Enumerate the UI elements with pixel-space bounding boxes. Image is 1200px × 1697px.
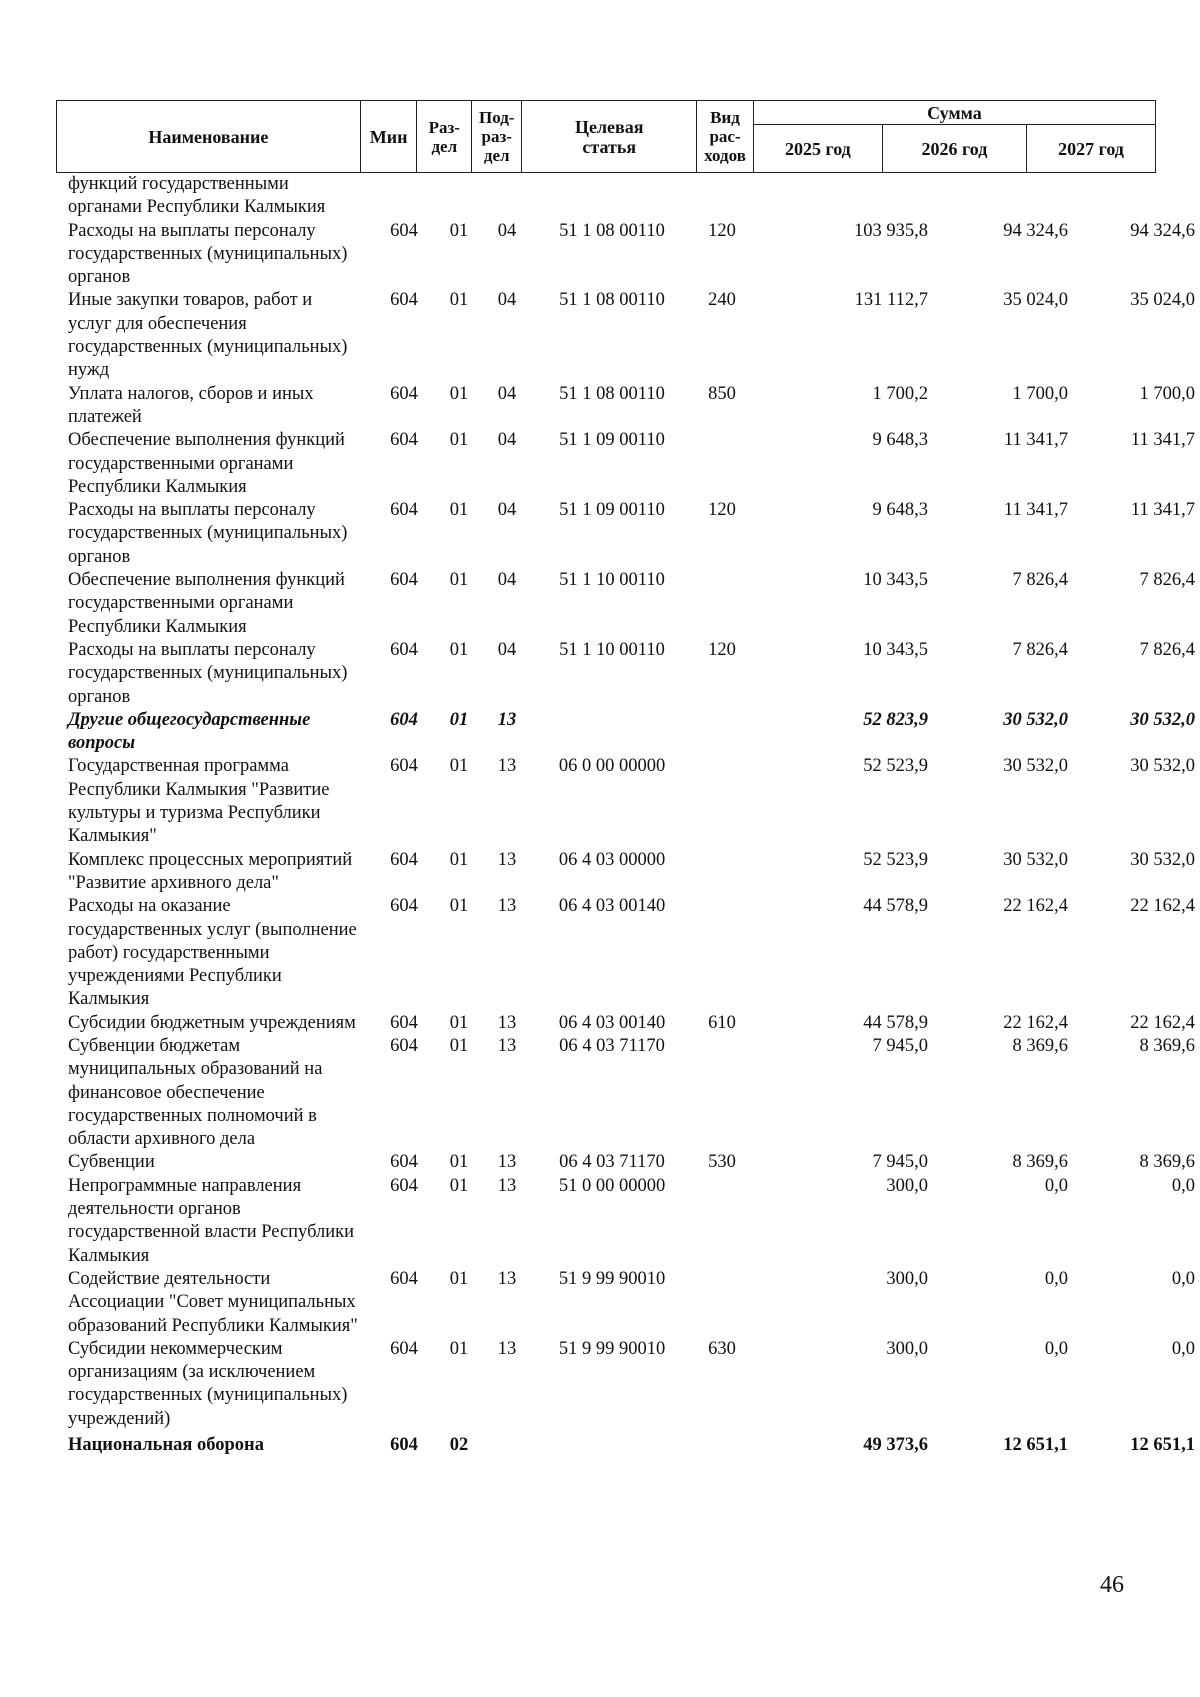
header-2027: 2027 год	[1027, 125, 1156, 173]
row-vid: 120	[708, 639, 736, 660]
row-cel: 51 1 09 00110	[559, 430, 665, 451]
row-vid: 120	[708, 500, 736, 521]
row-y3: 22 162,4	[1130, 1012, 1195, 1033]
row-cel: 51 9 99 90010	[558, 1338, 666, 1359]
row-y3: 0,0	[1171, 1268, 1195, 1289]
row-y2: 1 700,0	[1012, 383, 1068, 404]
row-y2: 30 532,0	[1003, 849, 1068, 870]
row-razd: 01	[449, 383, 469, 404]
row-prazd: 04	[497, 290, 517, 311]
row-prazd: 13	[497, 1035, 517, 1056]
row-y2: 7 826,4	[1012, 570, 1068, 591]
row-name: Расходы на оказание государственных услуг (выполнение работ) государственными учреждениями Республики Калмыкия	[68, 896, 357, 1010]
row-name: Иные закупки товаров, работ и услуг для обеспечения государственных (муниципальных) нужд	[68, 290, 348, 381]
row-y3: 8 369,6	[1139, 1152, 1195, 1173]
row-min: 604	[390, 1035, 418, 1056]
row-name: Содействие деятельности Ассоциации "Совет муниципальных образований Республики Калмыкия"	[68, 1268, 358, 1336]
row-vid: 120	[708, 220, 736, 241]
row-min: 604	[390, 756, 418, 777]
row-name: Комплекс процессных мероприятий "Развитие архивного дела"	[68, 849, 353, 893]
row-y2: 94 324,6	[1003, 220, 1068, 241]
table-row	[56, 895, 1195, 1011]
header-vid-rashodov: Вид рас- ходов	[697, 101, 754, 173]
row-prazd: 04	[497, 500, 517, 521]
row-y1: 44 578,9	[863, 896, 928, 917]
header-celevaya-statya: Целевая статья	[522, 101, 697, 173]
header-podrazdel: Под- раз- дел	[472, 101, 522, 173]
row-min: 604	[390, 896, 418, 917]
table-row	[56, 1012, 1195, 1035]
row-name: Субвенции	[68, 1152, 155, 1173]
row-min: 604	[390, 290, 418, 311]
table-row	[56, 569, 1195, 639]
row-y1: 300,0	[886, 1175, 928, 1196]
row-y1: 103 935,8	[854, 220, 928, 241]
row-cel: 51 1 08 00110	[559, 220, 665, 241]
row-min: 604	[390, 1012, 418, 1033]
header-summa: Сумма	[753, 101, 1155, 125]
row-prazd: 13	[497, 849, 517, 870]
row-prazd: 04	[497, 639, 517, 660]
row-name: Другие общегосударственные вопросы	[68, 709, 311, 754]
row-y2: 11 341,7	[1003, 500, 1068, 521]
row-name: Национальная оборона	[68, 1435, 264, 1456]
header-2025: 2025 год	[753, 125, 882, 173]
row-cel: 51 1 10 00110	[559, 570, 665, 591]
table-row	[56, 709, 1195, 756]
row-cel: 51 1 08 00110	[559, 383, 665, 404]
row-min: 604	[390, 1338, 418, 1359]
row-y3: 30 532,0	[1130, 849, 1195, 870]
row-razd: 01	[449, 430, 469, 451]
row-prazd: 13	[497, 896, 517, 917]
row-y2: 11 341,7	[1003, 430, 1068, 451]
row-y2: 8 369,6	[1012, 1035, 1068, 1056]
row-cel: 06 4 03 00140	[558, 1012, 666, 1033]
table-row	[56, 220, 1195, 290]
row-razd: 01	[449, 500, 469, 521]
row-vid: 240	[708, 290, 736, 311]
row-y3: 12 651,1	[1130, 1435, 1195, 1456]
row-prazd: 13	[497, 756, 517, 777]
row-y3: 0,0	[1171, 1338, 1195, 1359]
row-y1: 52 823,9	[863, 709, 928, 730]
row-prazd: 13	[497, 1152, 517, 1173]
row-min: 604	[390, 383, 418, 404]
row-min: 604	[390, 849, 418, 870]
row-y2: 8 369,6	[1012, 1152, 1068, 1173]
row-cel: 06 4 03 71170	[559, 1035, 665, 1056]
row-prazd: 13	[497, 1268, 517, 1289]
row-y3: 35 024,0	[1130, 290, 1195, 311]
table-body	[56, 173, 1195, 1457]
row-y1: 10 343,5	[863, 639, 928, 660]
row-min: 604	[390, 500, 418, 521]
row-name: Непрограммные направления деятельности органов государственной власти Республики Калмыкия	[68, 1175, 355, 1266]
row-name: Расходы на выплаты персоналу государственных (муниципальных) органов	[68, 220, 348, 288]
row-y1: 52 523,9	[863, 756, 928, 777]
row-cel: 51 9 99 90010	[558, 1268, 666, 1289]
table-row	[56, 1151, 1195, 1174]
row-y3: 30 532,0	[1130, 756, 1195, 777]
row-y1: 10 343,5	[863, 570, 928, 591]
row-cel: 06 4 03 00000	[558, 849, 666, 870]
row-prazd: 13	[497, 1338, 517, 1359]
row-cel: 51 1 09 00110	[559, 500, 665, 521]
row-cel: 06 4 03 71170	[559, 1152, 665, 1173]
row-y1: 7 945,0	[872, 1152, 928, 1173]
row-razd: 01	[449, 570, 469, 591]
row-vid: 610	[708, 1012, 736, 1033]
row-y1: 9 648,3	[872, 430, 928, 451]
table-row	[56, 289, 1195, 382]
row-min: 604	[390, 709, 418, 730]
row-min: 604	[390, 1268, 418, 1289]
row-y2: 0,0	[1044, 1175, 1068, 1196]
row-cel: 51 1 10 00110	[559, 639, 665, 660]
table-row	[56, 383, 1195, 430]
table-row	[56, 1175, 1195, 1268]
row-y1: 7 945,0	[872, 1035, 928, 1056]
row-y1: 1 700,2	[872, 383, 928, 404]
row-cel: 06 0 00 00000	[558, 756, 666, 777]
row-razd: 01	[449, 639, 469, 660]
row-name: Субвенции бюджетам муниципальных образований на финансовое обеспечение государственных полномочий в области архивного дела	[68, 1035, 323, 1150]
row-y1: 52 523,9	[863, 849, 928, 870]
row-y3: 8 369,6	[1139, 1035, 1195, 1056]
row-y2: 30 532,0	[1003, 756, 1068, 777]
row-prazd: 13	[497, 1175, 517, 1196]
row-y2: 0,0	[1044, 1268, 1068, 1289]
table-row	[56, 1035, 1195, 1151]
row-name: Обеспечение выполнения функций государственными органами Республики Калмыкия	[68, 570, 345, 637]
row-vid: 530	[708, 1152, 736, 1173]
table-row	[56, 173, 1156, 220]
table-row	[56, 639, 1195, 709]
row-min: 604	[390, 570, 418, 591]
row-y3: 1 700,0	[1139, 383, 1195, 404]
row-razd: 01	[449, 220, 469, 241]
table-row	[56, 1268, 1195, 1338]
row-y3: 11 341,7	[1130, 430, 1195, 451]
row-name: Субсидии некоммерческим организациям (за исключением государственных (муниципальных) учреждений)	[68, 1338, 348, 1429]
header-min: Мин	[360, 101, 417, 173]
row-y3: 0,0	[1171, 1175, 1195, 1196]
row-y3: 11 341,7	[1130, 500, 1195, 521]
row-prazd: 13	[497, 1012, 517, 1033]
row-y3: 7 826,4	[1139, 570, 1195, 591]
row-y1: 9 648,3	[872, 500, 928, 521]
row-razd: 01	[449, 1152, 469, 1173]
row-name: Расходы на выплаты персоналу государственных (муниципальных) органов	[68, 500, 348, 567]
header-razdel: Раз- дел	[417, 101, 472, 173]
row-razd: 01	[449, 1175, 469, 1196]
row-vid: 850	[708, 383, 736, 404]
row-vid: 630	[708, 1338, 736, 1359]
table-row	[56, 755, 1195, 848]
row-name: Субсидии бюджетным учреждениям	[68, 1012, 356, 1033]
row-y1: 49 373,6	[863, 1435, 928, 1456]
row-y2: 30 532,0	[1003, 709, 1068, 730]
row-razd: 01	[449, 1035, 469, 1056]
row-min: 604	[390, 430, 418, 451]
row-name: Расходы на выплаты персоналу государственных (муниципальных) органов	[68, 639, 348, 707]
row-prazd: 13	[497, 709, 517, 730]
row-y3: 22 162,4	[1130, 896, 1195, 917]
row-prazd: 04	[497, 383, 517, 404]
row-min: 604	[390, 1435, 418, 1456]
row-razd: 01	[449, 1268, 469, 1289]
row-razd: 01	[449, 1012, 469, 1033]
row-y2: 12 651,1	[1003, 1435, 1068, 1456]
row-prazd: 04	[497, 220, 517, 241]
row-cel: 06 4 03 00140	[558, 896, 666, 917]
table-row	[56, 499, 1195, 569]
header-name: Наименование	[57, 101, 361, 173]
row-y1: 131 112,7	[854, 290, 928, 311]
table-row	[56, 849, 1195, 896]
row-prazd: 04	[497, 570, 517, 591]
row-razd: 01	[449, 756, 469, 777]
row-y2: 7 826,4	[1012, 639, 1068, 660]
row-razd: 01	[449, 709, 469, 730]
row-name: Обеспечение выполнения функций государственными органами Республики Калмыкия	[68, 430, 345, 497]
row-name: функций государственными органами Республики Калмыкия	[68, 174, 326, 218]
row-y1: 44 578,9	[863, 1012, 928, 1033]
row-razd: 01	[449, 896, 469, 917]
row-razd: 01	[449, 849, 469, 870]
row-name: Уплата налогов, сборов и иных платежей	[68, 383, 314, 427]
row-y2: 22 162,4	[1003, 1012, 1068, 1033]
row-razd: 02	[449, 1435, 469, 1456]
row-y3: 30 532,0	[1130, 709, 1195, 730]
row-min: 604	[390, 1175, 418, 1196]
row-y3: 7 826,4	[1139, 639, 1195, 660]
row-y2: 0,0	[1044, 1338, 1068, 1359]
table-row	[56, 1338, 1195, 1431]
row-min: 604	[390, 1152, 418, 1173]
table-row	[56, 1434, 1195, 1457]
table-row	[56, 429, 1195, 499]
row-y1: 300,0	[886, 1268, 928, 1289]
row-name: Государственная программа Республики Калмыкия "Развитие культуры и туризма Республики Калмыкия"	[68, 756, 330, 847]
row-min: 604	[390, 220, 418, 241]
row-razd: 01	[449, 1338, 469, 1359]
table-header	[56, 100, 1156, 173]
page-number: 46	[1100, 1572, 1124, 1598]
row-y2: 35 024,0	[1003, 290, 1068, 311]
row-min: 604	[390, 639, 418, 660]
row-prazd: 04	[497, 430, 517, 451]
row-y1: 300,0	[886, 1338, 928, 1359]
row-cel: 51 0 00 00000	[558, 1175, 666, 1196]
row-razd: 01	[449, 290, 469, 311]
row-y2: 22 162,4	[1003, 896, 1068, 917]
row-cel: 51 1 08 00110	[559, 290, 665, 311]
row-y3: 94 324,6	[1130, 220, 1195, 241]
header-2026: 2026 год	[882, 125, 1026, 173]
